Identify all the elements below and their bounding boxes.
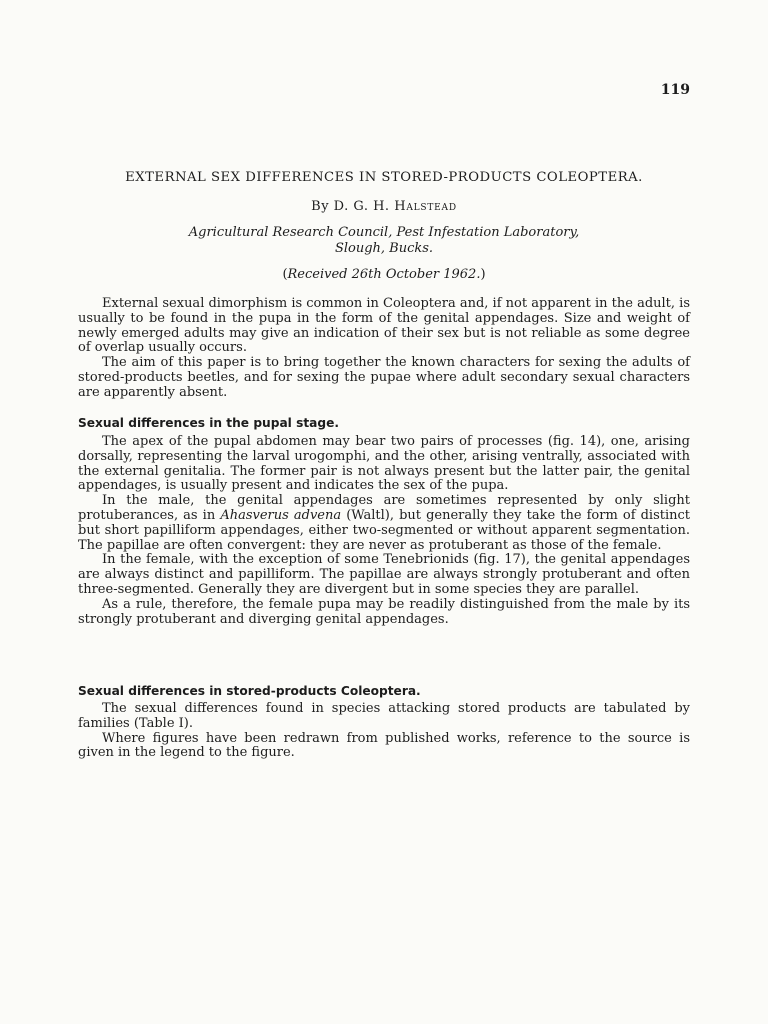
intro-paragraph-2: The aim of this paper is to bring together the known characters for sexing the adults of stored-products beetles, and for sexing the pupae where adult secondary sexual characters are apparently absent. [78,355,690,400]
received-date [0,267,768,282]
intro-paragraph-1: External sexual dimorphism is common in Coleoptera and, if not apparent in the adult, is usually to be found in the pupa in the form of the genital appendages. Size and weight of newly emerged adults may give an indication of their sex but is not reliable as some degree of overlap usually occurs. [78,296,690,356]
author-affiliation [0,225,768,257]
author-byline [0,199,768,214]
page-number: 119 [660,82,690,98]
author-prefix: By D. G. H. [311,199,395,214]
received-text: Received 26th October 1962. [287,267,481,282]
pupal-p2-text-before: In the male, the genital appendages are sometimes represented by only slight protuberances, as in [78,493,690,523]
author-surname: Halstead [394,199,457,214]
affiliation-line-1: Agricultural Research Council, Pest Infestation Laboratory, [188,225,580,240]
pupal-paragraph-3: In the female, with the exception of some Tenebrionids (fig. 17), the genital appendages are always distinct and papilliform. The papillae are always strongly protuberant and often three-segmented. Generally they are divergent but in some species they are parallel. [78,552,690,597]
received-open-paren: ( [282,267,288,282]
paper-title: EXTERNAL SEX DIFFERENCES IN STORED-PRODUCTS COLEOPTERA. [125,170,643,185]
pupal-p2-text-after: (Waltl), but generally they take the form of distinct but short papilliform appendages, either two-segmented or without apparent segmentation. The papillae are often convergent: they are never as protuberant as those of the female. [78,507,690,553]
species-name: Ahasverus advena [220,507,342,523]
pupal-paragraph-1: The apex of the pupal abdomen may bear two pairs of processes (fig. 14), one, arising dorsally, representing the larval urogomphi, and the other, arising ventrally, associated with the external genitalia. The former pair is not always present but the latter pair, the genital appendages, is usually present and indicates the sex of the pupa. [78,434,690,494]
introduction [78,297,690,401]
section-heading-coleoptera: Sexual differences in stored-products Coleoptera. [78,684,421,698]
section-coleoptera-body [78,702,690,761]
section-heading-pupal: Sexual differences in the pupal stage. [78,416,340,430]
section-pupal-body [78,435,690,627]
affiliation-line-2: Slough, Bucks. [334,241,434,256]
pupal-paragraph-4: As a rule, therefore, the female pupa may be readily distinguished from the male by its strongly protuberant and diverging genital appendages. [78,596,690,627]
pupal-paragraph-2 [78,494,690,553]
received-close-paren: ) [480,267,486,282]
coleoptera-paragraph-2: Where figures have been redrawn from published works, reference to the source is given in the legend to the figure. [78,730,690,761]
coleoptera-paragraph-1: The sexual differences found in species attacking stored products are tabulated by families (Table I). [78,701,690,731]
